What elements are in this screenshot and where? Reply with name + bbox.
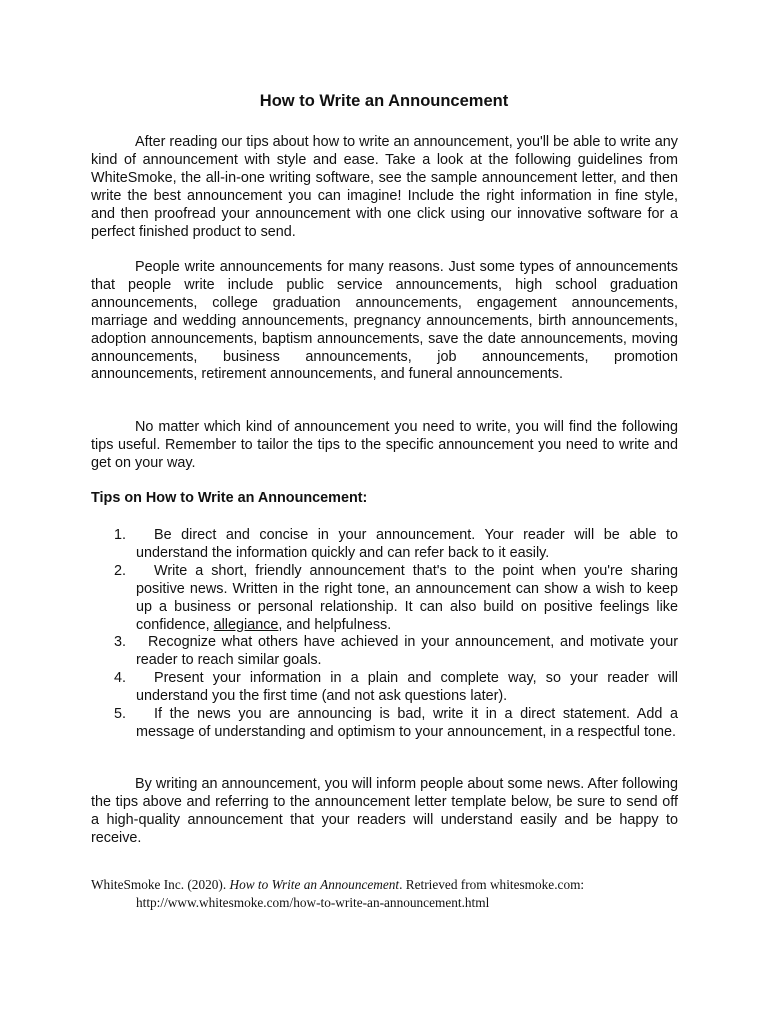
tips-heading: Tips on How to Write an Announcement: [91,490,368,506]
tip-text: Recognize what others have achieved in your announcement, and motivate your reader to reach similar goals. [136,634,678,669]
tip-number: 4. [114,670,127,687]
tip-text: If the news you are announcing is bad, write it in a direct statement. Add a message of understanding and optimism to your announcement, in a respectful tone. [136,706,678,740]
tip-item [91,634,678,670]
tip-text: Write a short, friendly announcement that's to the point when you're sharing positive news. Written in the right tone, an announcement can show a wish to keep up a business or personal relationship. It can also build on positive feelings like confidence, [136,562,678,633]
tip-item [91,706,678,742]
page-title: How to Write an Announcement [259,92,509,110]
tip-number: 2. [114,562,127,579]
citation-suffix: . Retrieved from whitesmoke.com: [399,877,585,892]
tip-text: Be direct and concise in your announcement. Your reader will be able to understand the information quickly and can refer back to it easily. [136,527,678,561]
closing-paragraph: By writing an announcement, you will inform people about some news. After following the tips above and referring to the announcement letter template below, be sure to send off a high-quality announcement that your readers will understand easily and be happy to receive. [91,776,678,846]
tips-list [91,527,678,742]
tip-text: Present your information in a plain and complete way, so your reader will understand you the first time (and not ask questions later). [136,670,678,705]
tip-item [91,670,678,706]
usage-paragraph: No matter which kind of announcement you need to write, you will find the following tips useful. Remember to tailor the tips to the specific announcement you need to write and get on your way. [91,419,678,471]
citation-prefix: WhiteSmoke Inc. (2020). [91,877,230,892]
types-paragraph: People write announcements for many reasons. Just some types of announcements that people write include public service announcements, high school graduation announcements, college graduation announcements, engagement announcements, marriage and wedding announcements, pregnancy announcements, birth announcements, adoption announcements, baptism announcements, save the date announcements, moving announcements, business announcements, job announcements, promotion announcements, retirement announcements, and funeral announcements. [91,259,678,383]
tip-text-end: , and helpfulness. [278,616,392,633]
citation-url[interactable]: http://www.whitesmoke.com/how-to-write-an-announcement.html [136,895,490,910]
tip-item [91,527,678,563]
citation-title: How to Write an Announcement [229,877,400,892]
intro-paragraph: After reading our tips about how to write an announcement, you'll be able to write any kind of announcement with style and ease. Take a look at the following guidelines from WhiteSmoke, the all-in-one writing software, see the sample announcement letter, and then write the best announcement you can imagine! Include the right information in fine style, and then proofread your announcement with one click using our innovative software for a perfect finished product to send. [91,134,678,240]
tip-item [91,563,678,635]
allegiance-link[interactable]: allegiance [213,616,279,633]
tip-number: 5. [114,706,127,723]
citation [91,876,678,912]
tip-number: 1. [114,527,127,543]
tip-number: 3. [114,634,127,651]
